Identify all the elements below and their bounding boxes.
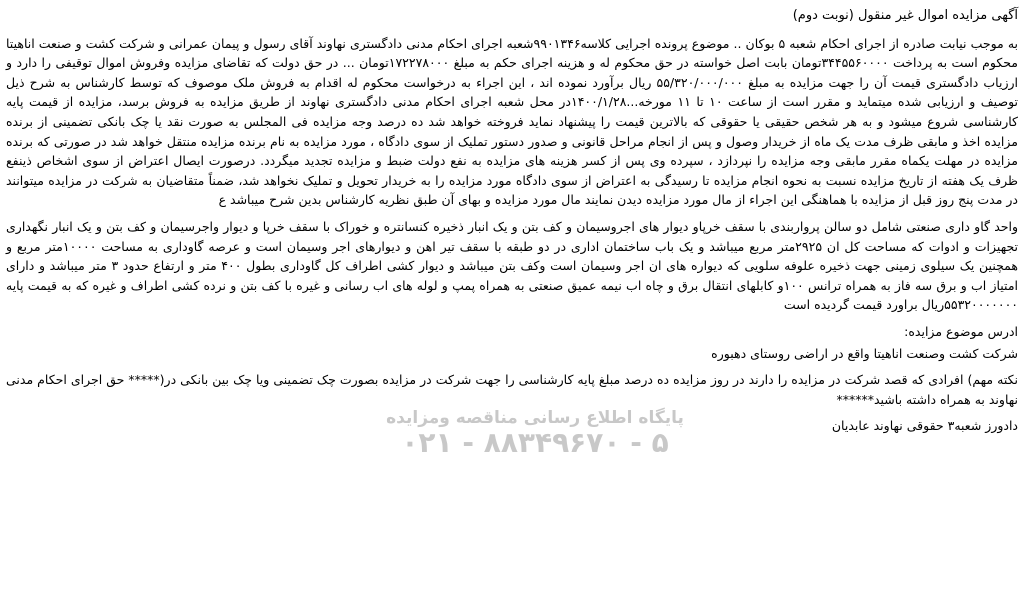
important-note: نکته مهم) افرادی که قصد شرکت در مزایده را دارند در روز مزایده ده درصد مبلغ پایه کارشناسی را جهت شرکت در مزایده بصورت چک تضمینی ویا چک بین بانکی در(***** حق اجرای احکام مدنی نهاوند به همراه داشته باشید******: [6, 372, 1018, 407]
watermark-text: پایگاه اطلاع رسانی مناقصه ومزایده: [386, 408, 684, 428]
notice-title: آگهی مزایده اموال غیر منقول (نوبت دوم): [792, 8, 1018, 23]
signature-line: دادورز شعبه۳ حقوقی نهاوند عابدیان: [831, 418, 1018, 434]
address-value: شرکت کشت وصنعت اناهیتا واقع در اراضی روستای دهبوره: [711, 345, 1018, 361]
watermark-phone: ۰۲۱ - ۸۸۳۴۹۶۷۰ - ۵: [401, 426, 669, 459]
notice-main-paragraph: به موجب نیابت صادره از اجرای احکام شعبه ۵ بوکان .. موضوع پرونده اجرایی کلاسه۹۹۰۱۳۴۶شعبه اجرای احکام مدنی دادگستری نهاوند آقای رسول و پیمان عمرانی و شرکت کشت و صنعت اناهیتا محکوم است به پرداخت ۳۴۴۵۵۶۰۰۰۰تومان بابت اصل خواسته در حق محکوم له و هزینه اجرای حکم به مبلغ ۱۷۲۲۷۸۰۰۰تومان ... در حق دولت که تقاضای مزایده وفروش اموال توقیفی را دارد و ارزیاب دادگستری قیمت آن را جهت مزایده به مبلغ ۵۵/۳۲۰/۰۰۰/۰۰۰ ریال برآورد نموده اند ، این اجراء به درخواست محکوم له اقدام به فروش ملک موصوف که توسط کارشناس به شرح ذیل توصیف و ارزیابی شده میتماید و مقرر است از ساعت ۱۰ تا ۱۱ مورخه...۱۴۰۰/۱/۲۸در محل شعبه اجرای احکام مدنی دادگستری نهاوند از طریق مزایده به فروش برسد، مزایده از قیمت پایه کارشناسی شروع میشود و به هر شخص حقیقی یا حقوقی که بالاترین قیمت را پیشنهاد نماید فروخته خواهد شد ده درصد وجه مزایده فی المجلس به صورت نقد یا چک بانکی تضمینی از برنده مزایده اخذ و مابقی ظرف مدت یک ماه از خریدار وصول و پس از انجام مراحل قانونی و صدور دستور تملیک از سوی دادگاه ، مورد مزایده به نام برنده مزایده منتقل خواهد شد در صورتی که برنده مزایده در مهلت یکماه مقرر مابقی وجه مزایده را نپردازد ، سپرده وی پس از کسر هزینه های مزایده به نفع دولت ضبط و مزایده تجدید میگردد. درصورت ایصال اعتراض از سوی اشخاص ذینفع ظرف یک هفته از تاریخ مزایده نسبت به نحوه انجام مزایده تا رسیدگی به اعتراض از سوی دادگاه مورد مزایده را به خریدار تحویل و تملیک نخواهد شد، ضمناً متقاضیان به شرکت در مزایده میتوانند در مدت پنج روز قبل از مزایده با هماهنگی این اجراء از مال مورد مزایده دیدن نمایند مال مورد مزایده و بهای آن طبق نظریه کارشناس بدین شرح میباشد ع: [6, 35, 1019, 208]
address-label: ادرس موضوع مزایده:: [904, 323, 1018, 339]
auction-notice: [6, 6, 1018, 448]
property-description: واحد گاو داری صنعتی شامل دو سالن پرواربندی با سقف خرپاو دیوار های اجروسیمان و کف بتن و یک انبار ذخیره کنسانتره و خوراک با سقف خرپا و دیوار واجرسیمان و کف بتن و یک انبار نگهداری تجهیزات و ادوات که مساحت کل ان ۲۹۲۵متر مربع میباشد و یک باب ساختمان اداری در دو طبقه با سقف تیر اهن و دیوارهای اجر وسیمان است و عرصه گاوداری به مساحت ۱۰۰۰۰متر مربع و همچنین یک سیلوی زمینی جهت ذخیره علوفه سلویی که دیواره های ان اجر وسیمان است وکف بتن میباشد و دیوار کشی اطراف کل گاوداری بطول ۴۰۰ متر و ارتفاع حدود ۳ متر میباشد و دارای امتیاز اب و برق سه فاز به همراه ترانس ۱۰۰و کابلهای انتقال برق و چاه اب نیمه عمیق صنعتی به همراه پمپ و لوله های اب رسانی و غیره با کف بتن و نرده کشی اطراف و غیره که به قیمت پایه ۵۵۳۲۰۰۰۰۰۰۰ریال براورد قیمت گردیده است: [6, 218, 1019, 313]
